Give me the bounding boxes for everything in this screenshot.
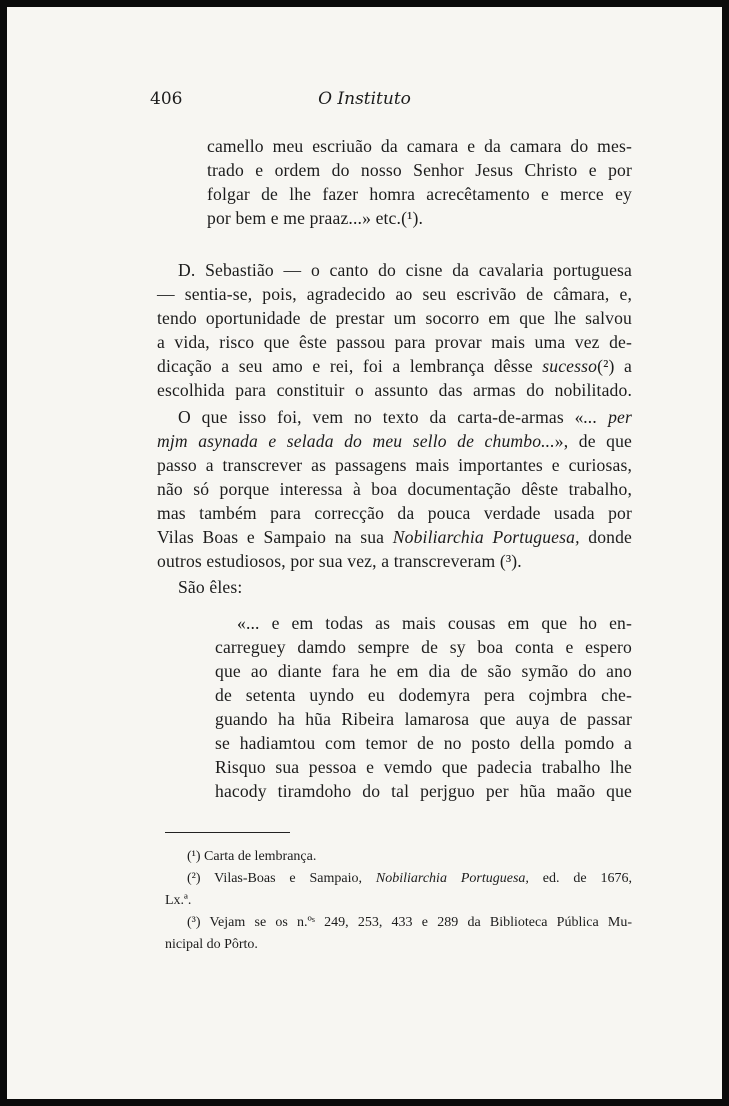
body-line: tendo oportunidade de prestar um socorro em que lhe salvou — [157, 308, 632, 328]
footnote-1: (¹) Carta de lembrança. — [187, 849, 317, 864]
block-quote-line: hacody tiramdoho do tal perjguo per hũa maão que — [215, 781, 632, 801]
book-page — [7, 7, 722, 1099]
footnote-2: (²) Vilas-Boas e Sampaio, Nobiliarchia Portuguesa, ed. de 1676, — [187, 871, 632, 886]
quote-line: por bem e me praaz...» etc.(¹). — [207, 208, 424, 228]
footnote-3-cont: nicipal do Pôrto. — [165, 937, 258, 952]
quote-line: camello meu escriuão da camara e da camara do mes- — [207, 136, 632, 156]
block-quote-line: «... e em todas as mais cousas em que ho en- — [237, 613, 632, 633]
body-line: dicação a seu amo e rei, foi a lembrança dêsse sucesso(²) a — [157, 356, 632, 376]
footnote-divider — [165, 832, 290, 833]
body-line: O que isso foi, vem no texto da carta-de-armas «... per — [178, 407, 632, 427]
body-line: Vilas Boas e Sampaio na sua Nobiliarchia Portuguesa, donde — [157, 527, 633, 547]
body-line: escolhida para constituir o assunto das armas do nobilitado. — [157, 380, 632, 400]
page-number: 406 — [150, 89, 183, 109]
body-line: — sentia-se, pois, agradecido ao seu escrivão de câmara, e, — [157, 284, 632, 304]
body-line: mjm asynada e selada do meu sello de chumbo...», de que — [157, 431, 632, 451]
body-line: D. Sebastião — o canto do cisne da cavalaria portuguesa — [178, 260, 632, 280]
body-line: São êles: — [178, 577, 243, 597]
body-line: passo a transcrever as passagens mais importantes e curiosas, — [157, 455, 632, 475]
body-line: mas também para correcção da pouca verdade usada por — [157, 503, 632, 523]
block-quote-line: se hadiamtou com temor de no posto della pomdo a — [215, 733, 632, 753]
block-quote-line: Risquo sua pessoa e vemdo que padecia trabalho lhe — [215, 757, 632, 777]
running-title: O Instituto — [318, 89, 411, 109]
page-header — [7, 89, 722, 119]
body-line: a vida, risco que êste passou para provar mais uma vez de- — [157, 332, 632, 352]
body-line: outros estudiosos, por sua vez, a transcreveram (³). — [157, 551, 522, 571]
footnote-2-cont: Lx.ª. — [165, 893, 192, 908]
quote-line: folgar de lhe fazer homra acrecêtamento e merce ey — [207, 184, 632, 204]
block-quote-line: que ao diante fara he em dia de são symão do ano — [215, 661, 632, 681]
block-quote-line: de setenta uyndo eu dodemyra pera cojmbra che- — [215, 685, 632, 705]
footnote-3: (³) Vejam se os n.ºˢ 249, 253, 433 e 289 da Biblioteca Pública Mu- — [187, 915, 632, 930]
body-line: não só porque interessa à boa documentação dêste trabalho, — [157, 479, 632, 499]
quote-line: trado e ordem do nosso Senhor Jesus Christo e por — [207, 160, 632, 180]
block-quote-line: carreguey damdo sempre de sy boa conta e espero — [215, 637, 632, 657]
block-quote-line: guando ha hũa Ribeira lamarosa que auya de passar — [215, 709, 632, 729]
